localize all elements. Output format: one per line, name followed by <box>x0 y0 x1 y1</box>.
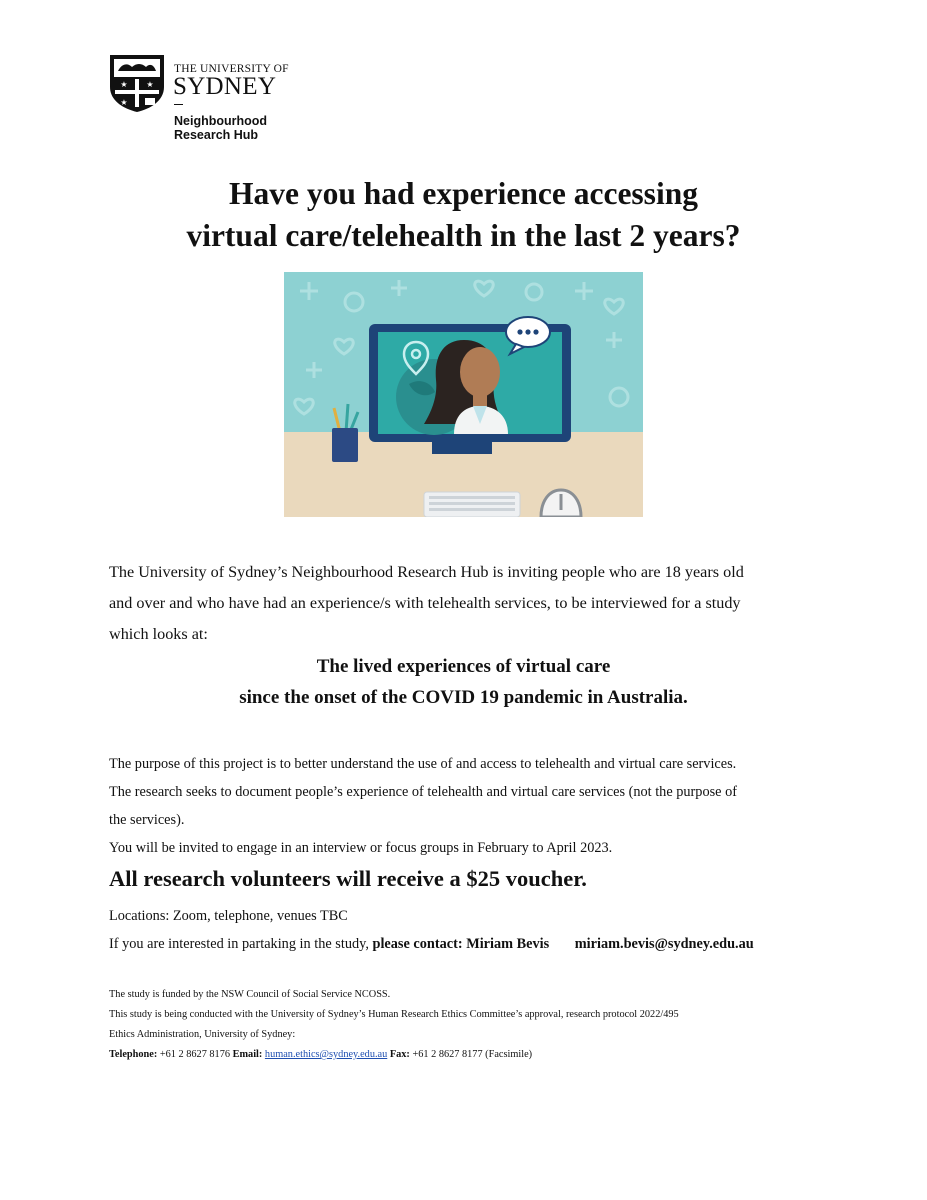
title-line1: Have you had experience accessing <box>229 176 698 211</box>
fax-label: Fax: <box>389 1049 410 1060</box>
email-label: Email: <box>232 1049 263 1060</box>
fax-number: +61 2 8627 8177 (Facsimile) <box>412 1049 533 1060</box>
ethics-email-link[interactable]: human.ethics@sydney.edu.au <box>264 1049 388 1060</box>
svg-text:★: ★ <box>120 98 128 107</box>
intro-line1: The University of Sydney’s Neighbourhood Research Hub is inviting people who are 18 years old <box>109 563 744 581</box>
telephone-number: +61 2 8627 8176 <box>159 1049 231 1060</box>
intro-line3: which looks at: <box>109 625 208 643</box>
study-title <box>0 651 927 713</box>
contact-email[interactable]: miriam.bevis@sydney.edu.au <box>574 936 754 952</box>
university-small-label: THE UNIVERSITY OF <box>174 63 289 75</box>
university-name: SYDNEY <box>173 73 277 100</box>
footer <box>109 985 679 1065</box>
purpose-line2: The research seeks to document people’s experience of telehealth and virtual care services (not the purpose of <box>109 784 738 800</box>
university-logo <box>108 53 308 148</box>
svg-text:★: ★ <box>120 80 128 89</box>
hub-name-line1: Neighbourhood <box>174 114 268 128</box>
contact-prefix: If you are interested in partaking in the study, <box>109 936 369 952</box>
intro-line2: and over and who have had an experience/s with telehealth services, to be interviewed for a study <box>109 594 741 612</box>
telephone-label: Telephone: <box>109 1049 158 1060</box>
telehealth-illustration <box>284 272 643 517</box>
study-title-line2: since the onset of the COVID 19 pandemic in Australia. <box>239 687 688 708</box>
hub-name <box>174 114 267 142</box>
footer-funding: The study is funded by the NSW Council of Social Service NCOSS. <box>109 989 391 1000</box>
logo-divider <box>174 104 183 105</box>
study-title-line1: The lived experiences of virtual care <box>316 656 611 677</box>
svg-text:★: ★ <box>146 80 154 89</box>
title-line2: virtual care/telehealth in the last 2 years? <box>186 218 741 253</box>
voucher-heading: All research volunteers will receive a $25 voucher. <box>109 866 587 891</box>
footer-contacts <box>109 1045 679 1065</box>
hub-name-line2: Research Hub <box>174 128 259 142</box>
purpose-paragraph <box>109 750 737 862</box>
details <box>109 902 754 958</box>
university-crest-icon <box>108 53 166 113</box>
contact-person: please contact: Miriam Bevis <box>372 936 550 952</box>
purpose-line1: The purpose of this project is to better understand the use of and access to telehealth and virtual care services. <box>109 756 737 772</box>
purpose-line3: the services). <box>109 812 185 828</box>
footer-ethics: This study is being conducted with the University of Sydney’s Human Research Ethics Committee’s approval, research protocol 2022/495 <box>109 1009 679 1020</box>
purpose-line4: You will be invited to engage in an interview or focus groups in February to April 2023. <box>109 840 613 856</box>
contact-line <box>109 930 754 958</box>
locations-text: Locations: Zoom, telephone, venues TBC <box>109 908 348 924</box>
footer-admin: Ethics Administration, University of Sydney: <box>109 1029 296 1040</box>
intro-paragraph <box>109 557 744 650</box>
page-title <box>0 173 927 257</box>
